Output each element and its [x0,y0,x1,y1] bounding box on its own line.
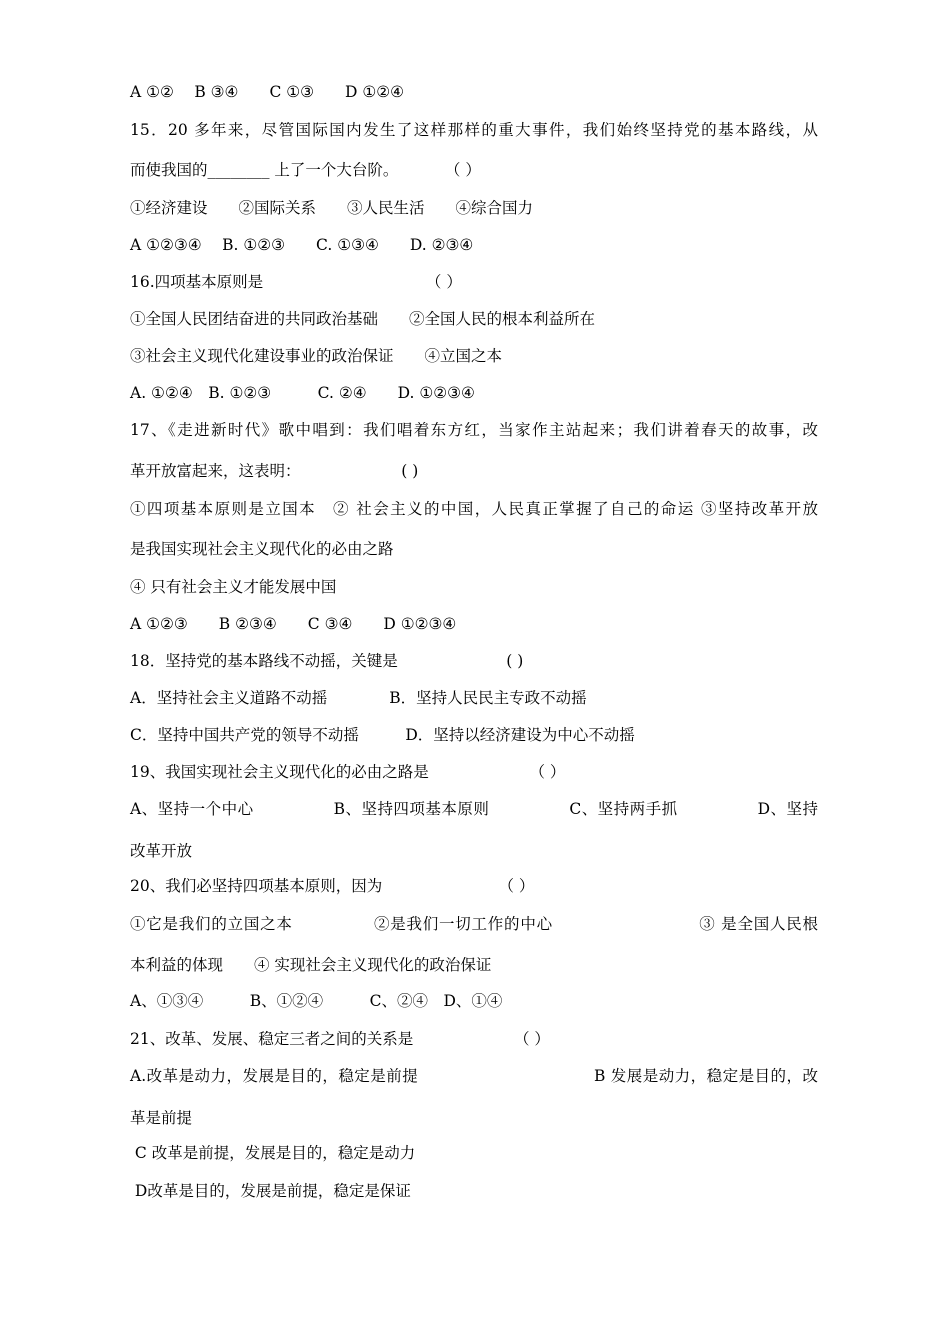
q20-items-line1: ①它是我们的立国之本 ②是我们一切工作的中心 ③ 是全国人民根 [130,915,818,933]
q17-items-line3: ④ 只有社会主义才能发展中国 [130,578,337,596]
q19-options-line2: 改革开放 [130,842,193,860]
q20-items-line2: 本利益的体现 ④ 实现社会主义现代化的政治保证 [130,956,492,974]
q16-options: A. ①②④ B. ①②③ C. ②④ D. ①②③④ [130,384,475,402]
q18-stem: 18．坚持党的基本路线不动摇，关键是 ( ) [130,652,524,670]
q15-items: ①经济建设 ②国际关系 ③人民生活 ④综合国力 [130,199,534,217]
q21-option-d: D改革是目的，发展是前提，稳定是保证 [130,1182,411,1200]
q14-options: A ①② B ③④ C ①③ D ①②④ [130,83,405,101]
q21-option-a-b: A.改革是动力，发展是目的，稳定是前提 B 发展是动力，稳定是目的，改 [130,1067,818,1085]
q16-items-line1: ①全国人民团结奋进的共同政治基础 ②全国人民的根本利益所在 [130,310,596,328]
q17-options: A ①②③ B ②③④ C ③④ D ①②③④ [130,615,457,633]
q19-stem: 19、我国实现社会主义现代化的必由之路是 （ ） [130,763,566,781]
q16-stem: 16.四项基本原则是 （ ） [130,273,462,291]
q17-stem-line2: 革开放富起来，这表明： ( ) [130,462,419,480]
q20-options: A、①③④ B、①②④ C、②④ D、①④ [130,992,503,1010]
q21-option-b-cont: 革是前提 [130,1109,193,1127]
q16-items-line2: ③社会主义现代化建设事业的政治保证 ④立国之本 [130,347,503,365]
q19-options-line1: A、坚持一个中心 B、坚持四项基本原则 C、坚持两手抓 D、坚持 [130,800,818,818]
q18-options-line2: C．坚持中国共产党的领导不动摇 D．坚持以经济建设为中心不动摇 [130,726,635,744]
q17-items-line2: 是我国实现社会主义现代化的必由之路 [130,540,394,558]
q21-option-c: C 改革是前提，发展是目的，稳定是动力 [130,1144,416,1162]
q21-stem: 21、改革、发展、稳定三者之间的关系是 （ ） [130,1030,550,1048]
q20-stem: 20、我们必坚持四项基本原则，因为 （ ） [130,877,535,895]
q18-options-line1: A．坚持社会主义道路不动摇 B．坚持人民民主专政不动摇 [130,689,587,707]
q17-stem-line1: 17、《走进新时代》歌中唱到：我们唱着东方红，当家作主站起来；我们讲着春天的故事，改 [130,421,818,439]
q15-options: A ①②③④ B. ①②③ C. ①③④ D. ②③④ [130,236,474,254]
q17-items-line1: ①四项基本原则是立国本 ② 社会主义的中国，人民真正掌握了自己的命运 ③坚持改革开放 [130,500,818,518]
q15-stem-line1: 15．20 多年来，尽管国际国内发生了这样那样的重大事件，我们始终坚持党的基本路线，从 [130,121,818,139]
q15-stem-line2: 而使我国的________ 上了一个大台阶。 （ ） [130,161,481,179]
